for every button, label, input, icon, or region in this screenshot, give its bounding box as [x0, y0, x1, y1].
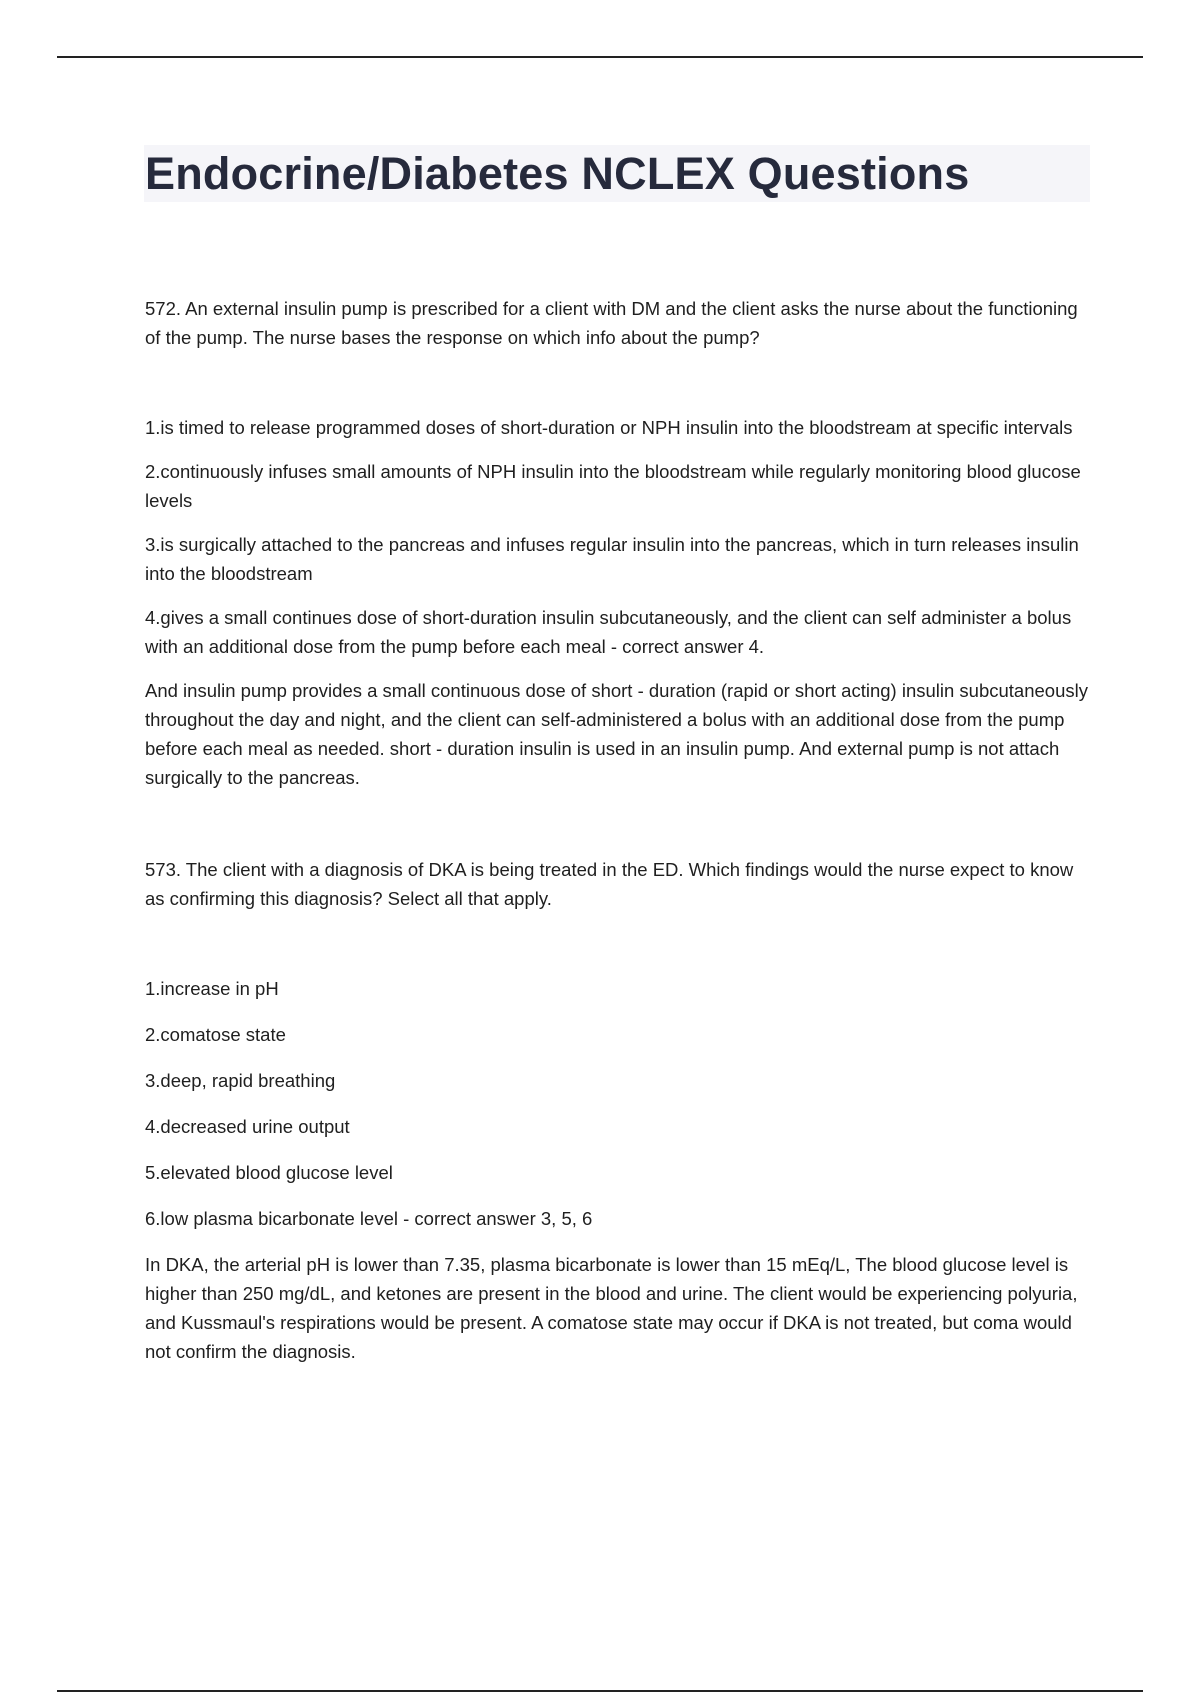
question-572 [145, 294, 1090, 792]
answer-option: 2.comatose state [145, 1024, 286, 1045]
answer-option: 1.increase in pH [145, 978, 279, 999]
document-title: Endocrine/Diabetes NCLEX Questions [145, 148, 970, 199]
answer-option: 3.deep, rapid breathing [145, 1070, 336, 1091]
answer-option: 6.low plasma bicarbonate level - correct answer 3, 5, 6 [145, 1208, 593, 1229]
answer-option: 4.decreased urine output [145, 1116, 350, 1137]
question-573 [145, 855, 1090, 1366]
question-stem: 573. The client with a diagnosis of DKA is being treated in the ED. Which findings would the nurse expect to know as confirming this diagnosis? Select all that apply. [145, 859, 1074, 909]
answer-option: 2.continuously infuses small amounts of NPH insulin into the bloodstream while regularly monitoring blood glucose levels [145, 461, 1081, 511]
answer-explanation: In DKA, the arterial pH is lower than 7.35, plasma bicarbonate is lower than 15 mEq/L, The blood glucose level is higher than 250 mg/dL, and ketones are present in the blood and urine. The client would be experiencing polyuria, and Kussmaul's respirations would be present. A comatose state may occur if DKA is not treated, but coma would not confirm the diagnosis. [145, 1254, 1078, 1362]
answer-option: 4.gives a small continues dose of short-duration insulin subcutaneously, and the client can self administer a bolus with an additional dose from the pump before each meal - correct answer 4. [145, 607, 1072, 657]
document-body [145, 145, 1090, 1366]
page-top-rule [57, 56, 1143, 58]
answer-options [145, 974, 1090, 1233]
answer-option: 1.is timed to release programmed doses of short-duration or NPH insulin into the bloodstream at specific intervals [145, 417, 1073, 438]
title-banner [144, 145, 1090, 202]
answer-option: 5.elevated blood glucose level [145, 1162, 393, 1183]
page-bottom-rule [57, 1690, 1143, 1692]
answer-explanation: And insulin pump provides a small continuous dose of short - duration (rapid or short acting) insulin subcutaneously throughout the day and night, and the client can self-administered a bolus with an additional dose from the pump before each meal as needed. short - duration insulin is used in an insulin pump. And external pump is not attach surgically to the pancreas. [145, 680, 1088, 788]
answer-option: 3.is surgically attached to the pancreas and infuses regular insulin into the pancreas, which in turn releases insulin into the bloodstream [145, 534, 1079, 584]
question-stem: 572. An external insulin pump is prescribed for a client with DM and the client asks the nurse about the functioning of the pump. The nurse bases the response on which info about the pump? [145, 298, 1078, 348]
answer-options [145, 413, 1090, 661]
